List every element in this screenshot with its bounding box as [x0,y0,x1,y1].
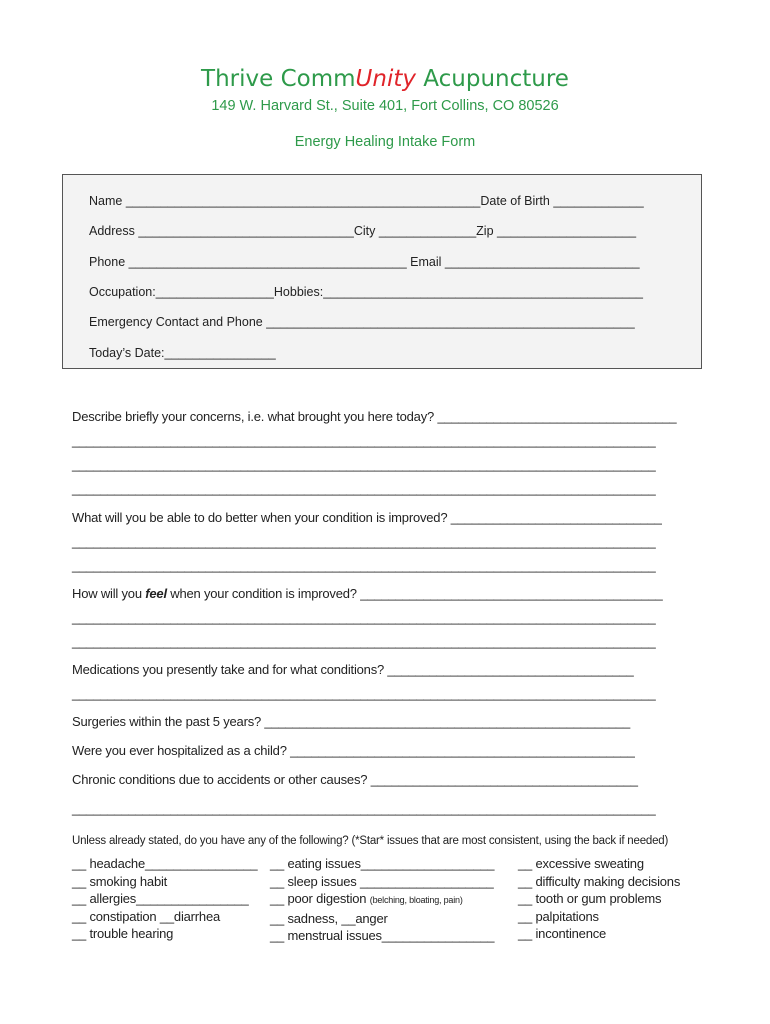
phone-email-field[interactable]: Phone ________________________________________ Email ____________________________ [89,255,640,269]
question-feel-pre: How will you [72,586,146,601]
checklist-item-sweating[interactable]: __ excessive sweating [518,856,644,871]
title-part-unity: Unity [355,66,416,92]
answer-line[interactable]: ___________________________________________________________________________________ [72,534,656,549]
checklist-item-digestion[interactable] [270,890,494,910]
title-part-1: Thrive Comm [201,66,356,92]
checklist-intro: Unless already stated, do you have any of the following? (*Star* issues that are most consistent, using the back if needed) [72,835,669,847]
clinic-title [0,66,770,92]
emergency-contact-field[interactable]: Emergency Contact and Phone _____________________________________________________ [89,315,635,329]
form-title: Energy Healing Intake Form [294,134,476,150]
question-feel-emphasis: feel [145,586,167,601]
answer-line[interactable]: ___________________________________________________________________________________ [72,457,656,472]
question-hospitalized[interactable]: Were you ever hospitalized as a child? _________________________________________________ [72,743,635,758]
question-surgeries[interactable]: Surgeries within the past 5 years? ____________________________________________________ [72,714,630,729]
checklist-item-palpitations[interactable]: __ palpitations [518,908,599,924]
checklist-item-menstrual[interactable]: __ menstrual issues________________ [270,928,495,944]
checklist-col-3 [518,855,680,943]
title-part-2: Acupuncture [415,66,569,92]
checklist-item-constipation-diarrhea[interactable]: __ constipation __diarrhea [72,908,221,924]
question-feel[interactable] [72,586,663,601]
checklist-item-headache[interactable]: __ headache________________ [72,856,258,871]
answer-line[interactable]: ___________________________________________________________________________________ [72,558,656,573]
checklist-item-eating[interactable]: __ eating issues___________________ [270,856,495,871]
checklist-item-hearing[interactable]: __ trouble hearing [72,926,174,942]
checklist-item-sleep[interactable]: __ sleep issues ___________________ [270,873,494,889]
todays-date-field[interactable]: Today’s Date:________________ [89,346,276,360]
checklist-item-smoking[interactable]: __ smoking habit [72,873,168,889]
question-do-better[interactable]: What will you be able to do better when your condition is improved? ______________________________ [72,510,662,525]
question-chronic[interactable]: Chronic conditions due to accidents or other causes? ______________________________________ [72,772,638,787]
question-concerns[interactable]: Describe briefly your concerns, i.e. what brought you here today? __________________________________ [72,409,677,424]
question-medications[interactable]: Medications you presently take and for what conditions? ___________________________________ [72,662,634,677]
digestion-label: __ poor digestion [270,891,370,907]
answer-line[interactable]: ___________________________________________________________________________________ [72,433,656,448]
answer-line[interactable]: ___________________________________________________________________________________ [72,634,656,649]
address-city-zip-field[interactable]: Address _______________________________City ______________Zip ____________________ [89,224,637,238]
checklist-item-allergies[interactable]: __ allergies________________ [72,891,249,907]
answer-line[interactable]: ___________________________________________________________________________________ [72,686,656,701]
name-dob-field[interactable]: Name ___________________________________________________Date of Birth _____________ [89,194,644,208]
question-feel-post: when your condition is improved? ___________________________________________ [166,586,663,601]
answer-line[interactable]: ___________________________________________________________________________________ [72,801,656,816]
checklist-item-tooth-gum[interactable]: __ tooth or gum problems [518,891,662,907]
answer-line[interactable]: ___________________________________________________________________________________ [72,481,656,496]
checklist-item-decisions[interactable]: __ difficulty making decisions [518,873,681,889]
digestion-note: (belching, bloating, pain) [369,895,463,906]
checklist-item-sadness-anger[interactable]: __ sadness, __anger [270,910,388,926]
checklist-col-2 [270,855,494,945]
clinic-address: 149 W. Harvard St., Suite 401, Fort Collins, CO 80526 [211,98,559,114]
checklist-col-1 [72,855,257,943]
checklist-item-incontinence[interactable]: __ incontinence [518,926,607,942]
occupation-hobbies-field[interactable]: Occupation:_________________Hobbies:______________________________________________ [89,285,644,299]
answer-line[interactable]: ___________________________________________________________________________________ [72,610,656,625]
